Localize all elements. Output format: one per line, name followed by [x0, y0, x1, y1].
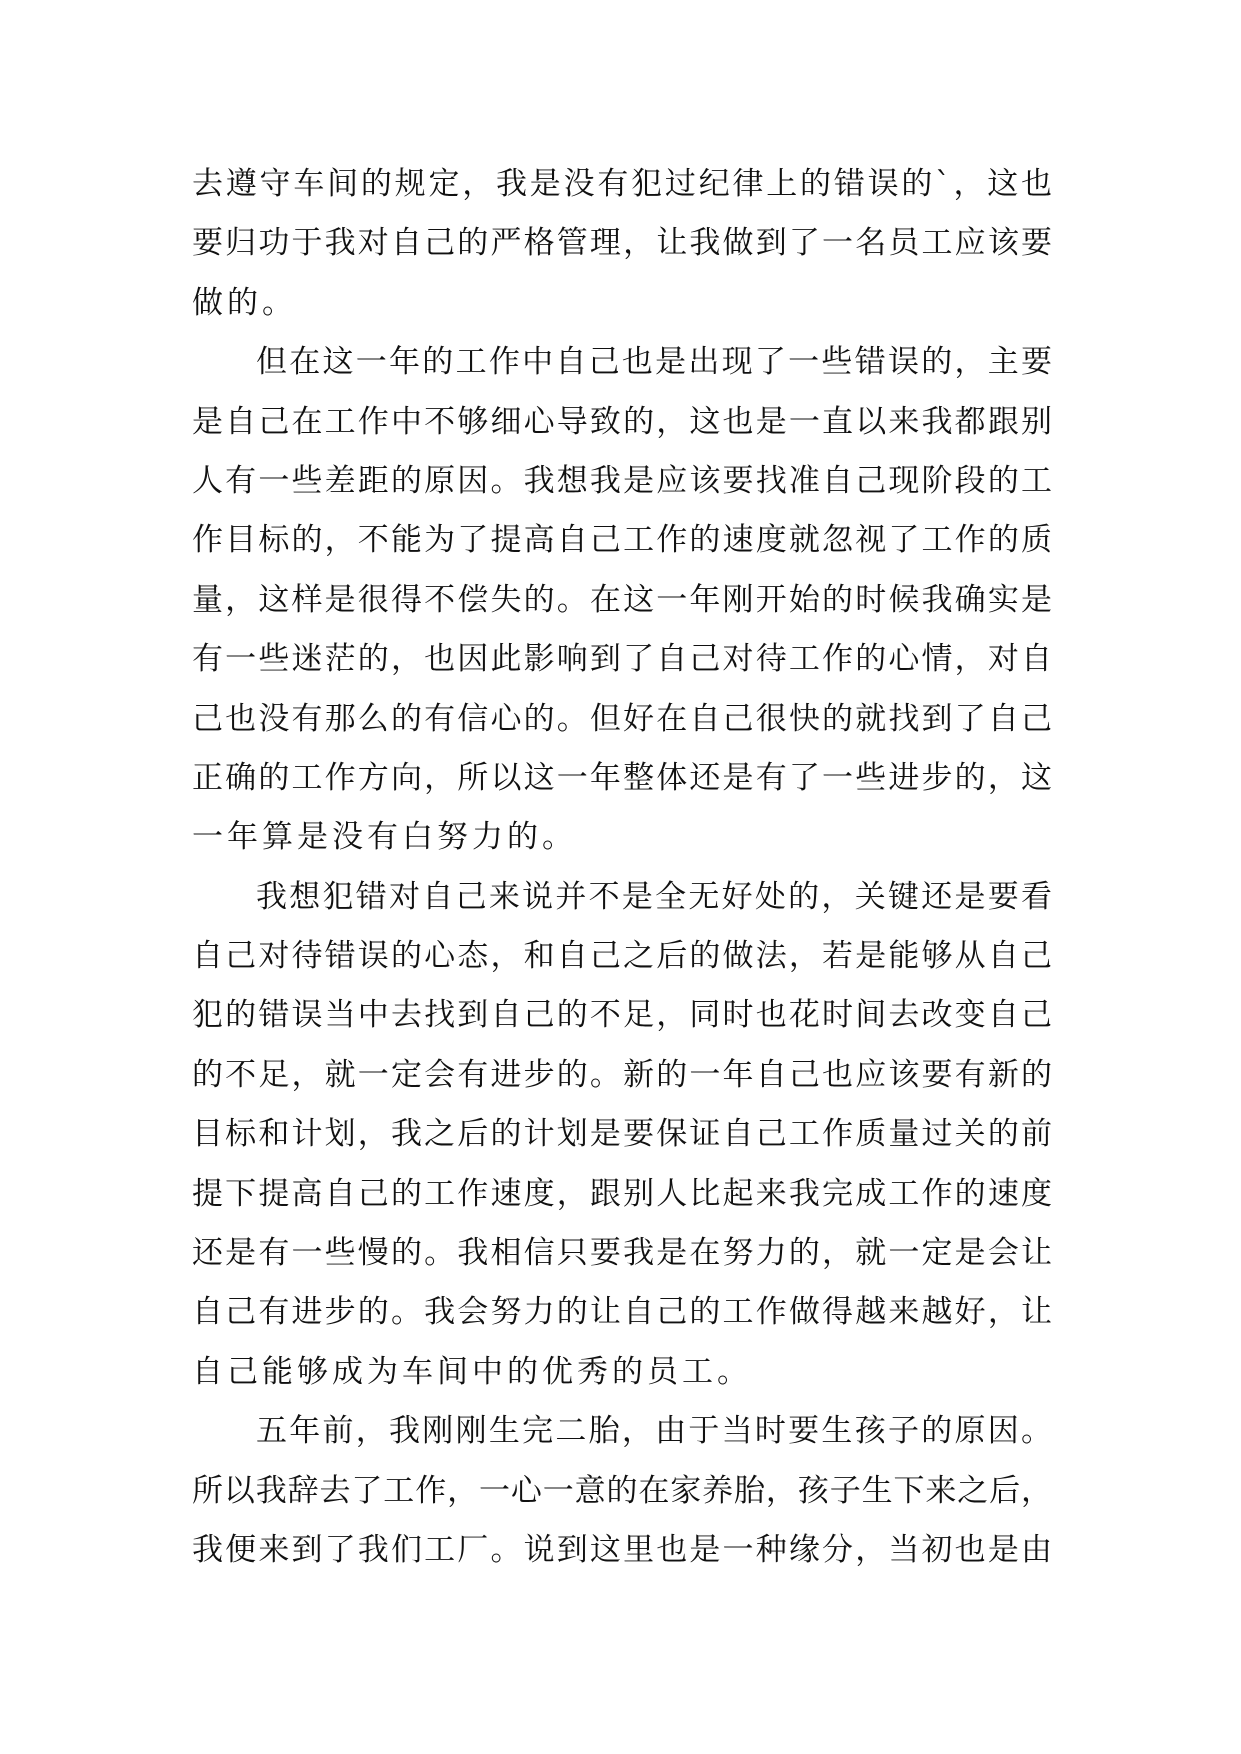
- text-line: 的不足，就一定会有进步的。新的一年自己也应该要有新的: [192, 1056, 1052, 1093]
- text-line: 己也没有那么的有信心的。但好在自己很快的就找到了自己: [192, 700, 1052, 737]
- paragraph-first-line: 但在这一年的工作中自己也是出现了一些错误的，主要: [256, 344, 1052, 381]
- body-text: [192, 155, 1052, 1580]
- text-line: 有一些迷茫的，也因此影响到了自己对待工作的心情，对自: [192, 641, 1052, 678]
- text-line: 自己有进步的。我会努力的让自己的工作做得越来越好，让: [192, 1294, 1052, 1331]
- text-line: 还是有一些慢的。我相信只要我是在努力的，就一定是会让: [192, 1235, 1052, 1272]
- text-line: 目标和计划，我之后的计划是要保证自己工作质量过关的前: [192, 1116, 1052, 1153]
- text-line: 量，这样是很得不偿失的。在这一年刚开始的时候我确实是: [192, 581, 1052, 618]
- text-line: 一年算是没有白努力的。: [192, 819, 577, 856]
- text-line: 去遵守车间的规定，我是没有犯过纪律上的错误的`，这也: [192, 166, 1052, 202]
- text-line: 我便来到了我们工厂。说到这里也是一种缘分，当初也是由: [192, 1531, 1052, 1568]
- text-line: 人有一些差距的原因。我想我是应该要找准自己现阶段的工: [192, 462, 1052, 499]
- text-line: 所以我辞去了工作，一心一意的在家养胎，孩子生下来之后，: [192, 1472, 1052, 1509]
- text-line: 正确的工作方向，所以这一年整体还是有了一些进步的，这: [192, 759, 1052, 796]
- paragraph-first-line: 我想犯错对自己来说并不是全无好处的，关键还是要看: [256, 878, 1052, 915]
- text-line: 做的。: [192, 284, 297, 321]
- text-line: 自己能够成为车间中的优秀的员工。: [192, 1353, 752, 1390]
- text-line: 提下提高自己的工作速度，跟别人比起来我完成工作的速度: [192, 1175, 1052, 1212]
- text-line: 是自己在工作中不够细心导致的，这也是一直以来我都跟别: [192, 403, 1052, 440]
- text-line: 作目标的，不能为了提高自己工作的速度就忽视了工作的质: [192, 522, 1052, 559]
- paragraph-first-line: 五年前，我刚刚生完二胎，由于当时要生孩子的原因。: [256, 1413, 1052, 1450]
- text-line: 自己对待错误的心态，和自己之后的做法，若是能够从自己: [192, 938, 1052, 975]
- text-line: 犯的错误当中去找到自己的不足，同时也花时间去改变自己: [192, 997, 1052, 1034]
- text-line: 要归功于我对自己的严格管理，让我做到了一名员工应该要: [192, 225, 1052, 262]
